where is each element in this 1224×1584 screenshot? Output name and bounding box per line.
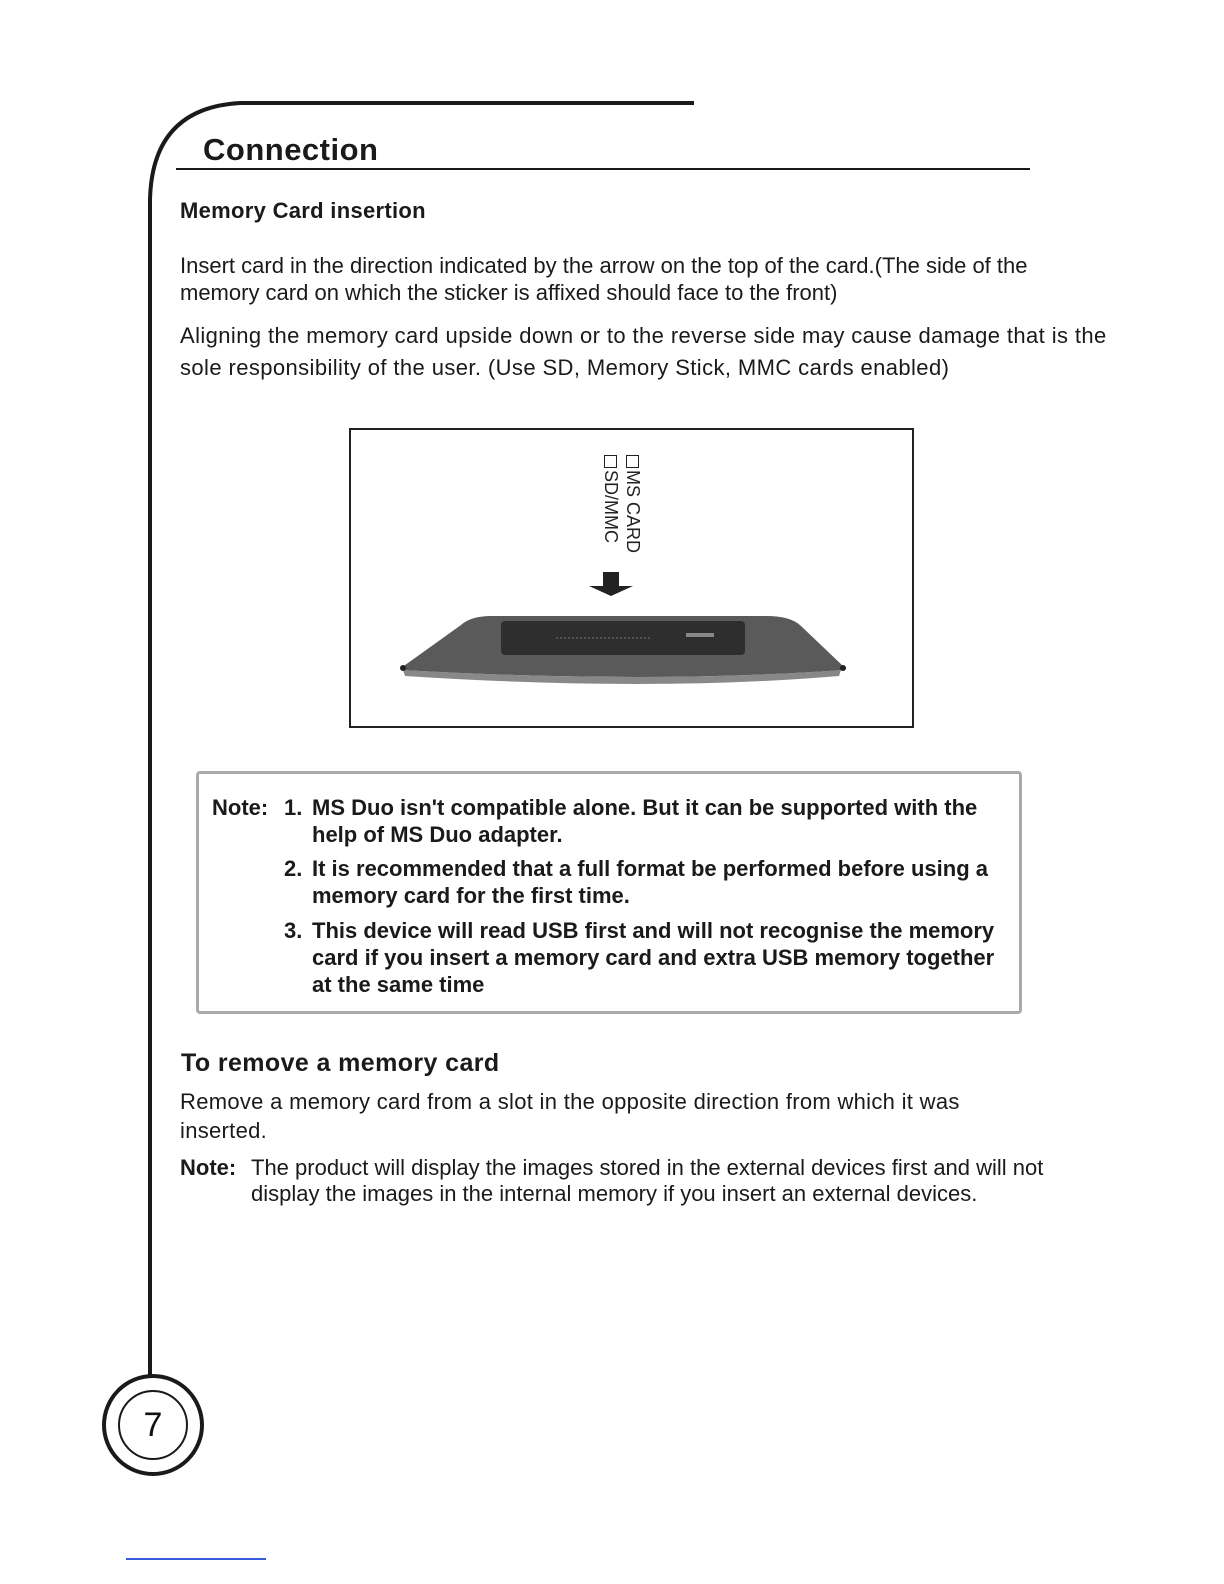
removal-note-label: Note: — [180, 1155, 237, 1180]
note-item-1: MS Duo isn't compatible alone. But it can be supported with the help of MS Duo adapter. — [312, 795, 978, 847]
note-item-number: 3. — [284, 918, 303, 943]
removal-heading: To remove a memory card — [181, 1049, 500, 1077]
device-edge — [400, 616, 846, 684]
removal-note-text: The product will display the images stored in the external devices first and will not display the images in the internal memory if you insert an external devices. — [251, 1155, 1044, 1206]
card-slot — [686, 633, 714, 637]
note-item-number: 2. — [284, 856, 303, 881]
note-item-2: It is recommended that a full format be performed before using a memory card for the first time. — [312, 856, 989, 908]
removal-text: Remove a memory card from a slot in the opposite direction from which it was inserted. — [180, 1089, 960, 1143]
note-label: Note: — [212, 795, 269, 820]
insertion-heading: Memory Card insertion — [180, 198, 426, 223]
page-number: 7 — [143, 1406, 163, 1444]
card-insertion-diagram — [349, 428, 914, 728]
section-title: Connection — [203, 132, 379, 167]
device-illustration — [351, 430, 912, 726]
slot-label-ms-card: MS CARD — [623, 470, 643, 554]
insertion-paragraph-2: Aligning the memory card upside down or to the reverse side may cause damage that is the sole responsibility of the user. (Use SD, Memory Stick, MMC cards enabled) — [180, 323, 1107, 380]
note-item-3: This device will read USB first and will not recognise the memory card if you insert a memory card and extra USB memory together at the same time — [312, 918, 995, 997]
insertion-paragraph-1: Insert card in the direction indicated by the arrow on the top of the card.(The side of the memory card on which the sticker is affixed should face to the front) — [180, 253, 1028, 305]
note-box — [196, 771, 1022, 1014]
slot-label-sd-mmc: SD/MMC — [601, 470, 621, 543]
down-arrow-icon — [589, 572, 633, 596]
note-item-number: 1. — [284, 795, 303, 820]
